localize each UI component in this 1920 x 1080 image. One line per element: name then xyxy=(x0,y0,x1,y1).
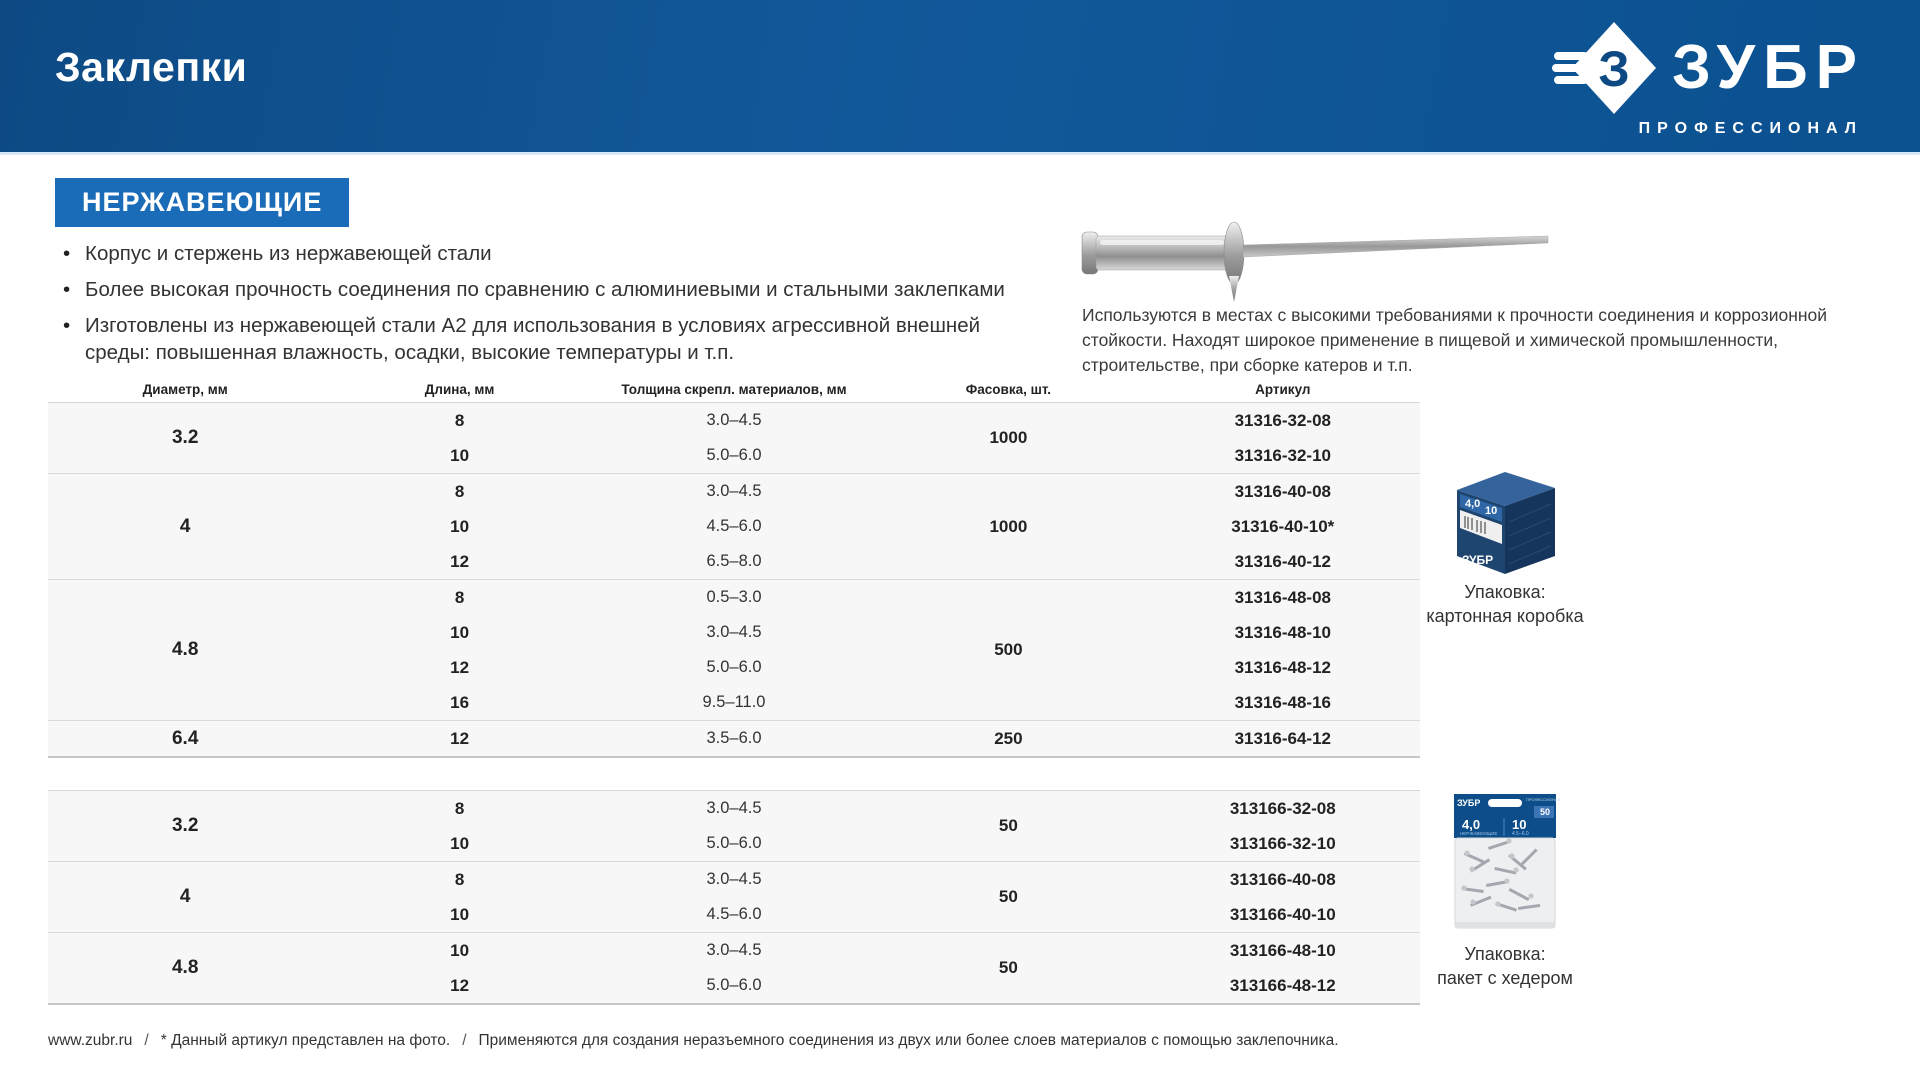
length-cell: 12 xyxy=(450,551,470,571)
zubr-mark-letter: З xyxy=(1598,41,1630,97)
pack-cell: 50 xyxy=(998,887,1018,906)
page-footer xyxy=(48,1032,1648,1050)
table-group xyxy=(48,403,1420,473)
length-cell: 8 xyxy=(454,587,465,607)
bag-type-label: НЕРЖАВЕЮЩИЕ xyxy=(1460,831,1498,836)
article-cell: 31316-48-10 xyxy=(1234,622,1331,642)
feature-item: • Более высокая прочность соединения по сравнению с алюминиевыми и стальными заклепками xyxy=(55,276,1045,303)
pack-cell: 250 xyxy=(994,728,1023,748)
diameter-cell: 4 xyxy=(179,886,191,907)
thickness-cell: 5.0–6.0 xyxy=(706,976,762,994)
article-cell: 313166-40-08 xyxy=(1229,869,1336,889)
brand-tagline: ПРОФЕССИОНАЛ xyxy=(1638,120,1863,137)
box-length-label: 10 xyxy=(1485,505,1498,517)
diameter-cell: 4.8 xyxy=(171,957,199,978)
diameter-cell: 3.2 xyxy=(171,427,199,448)
thickness-cell: 3.0–4.5 xyxy=(706,799,762,817)
table-group xyxy=(48,791,1420,861)
bag-length-label: 10 xyxy=(1512,817,1527,832)
thickness-cell: 3.0–4.5 xyxy=(706,623,762,641)
table-group xyxy=(48,932,1420,1003)
table-group xyxy=(48,473,1420,579)
length-cell: 12 xyxy=(450,728,470,748)
length-cell: 8 xyxy=(454,869,465,889)
article-cell: 313166-48-12 xyxy=(1229,975,1336,995)
column-header: Фасовка, шт. xyxy=(965,381,1052,397)
length-cell: 10 xyxy=(450,833,470,853)
spec-table-box xyxy=(48,376,1420,758)
bag-brand-label: ЗУБР xyxy=(1457,798,1481,808)
carton-box-image xyxy=(1443,462,1567,578)
thickness-cell: 3.0–4.5 xyxy=(706,870,762,888)
table-body xyxy=(48,402,1420,758)
length-cell: 10 xyxy=(450,622,470,642)
column-header: Длина, мм xyxy=(424,381,495,397)
rivet-product-image xyxy=(1080,212,1550,307)
length-cell: 10 xyxy=(450,904,470,924)
spec-table-bag xyxy=(48,790,1420,1005)
article-cell: 31316-40-08 xyxy=(1234,481,1331,501)
table-group xyxy=(48,720,1420,756)
article-cell: 31316-48-08 xyxy=(1234,587,1331,607)
article-cell: 31316-48-12 xyxy=(1234,657,1331,677)
footer-separator: / xyxy=(144,1032,149,1049)
article-cell: 31316-32-08 xyxy=(1234,410,1331,430)
thickness-cell: 5.0–6.0 xyxy=(706,446,762,464)
diameter-cell: 4 xyxy=(179,515,191,537)
article-cell: 313166-48-10 xyxy=(1229,940,1336,960)
column-header: Толщина скрепл. материалов, мм xyxy=(621,381,847,397)
zubr-logo-icon xyxy=(1552,20,1656,116)
site-url-link[interactable]: www.zubr.ru xyxy=(48,1032,133,1049)
footer-separator: / xyxy=(462,1032,467,1049)
box-brand-label: ЗУБР xyxy=(1462,553,1494,567)
feature-list xyxy=(55,240,1045,375)
diameter-cell: 4.8 xyxy=(171,639,199,660)
table-body xyxy=(48,790,1420,1005)
box-diameter-label: 4,0 xyxy=(1465,498,1481,510)
packaging-caption-title: Упаковка: xyxy=(1464,944,1546,964)
brand-logo xyxy=(1552,20,1865,138)
thickness-cell: 3.5–6.0 xyxy=(706,729,762,747)
pack-cell: 1000 xyxy=(989,516,1028,536)
length-cell: 8 xyxy=(454,798,465,818)
thickness-cell: 9.5–11.0 xyxy=(702,693,766,711)
article-cell: 31316-48-16 xyxy=(1234,692,1331,712)
bag-range-label: 4.5–6.0 xyxy=(1512,831,1529,837)
length-cell: 12 xyxy=(450,975,470,995)
length-cell: 10 xyxy=(450,516,470,536)
table-group xyxy=(48,579,1420,720)
article-cell: 31316-32-10 xyxy=(1234,445,1331,465)
thickness-cell: 3.0–4.5 xyxy=(706,411,762,429)
pack-cell: 50 xyxy=(998,958,1018,977)
page-title: Заклепки xyxy=(55,44,248,90)
length-cell: 8 xyxy=(454,410,465,430)
table-header-row xyxy=(48,376,1420,402)
thickness-cell: 4.5–6.0 xyxy=(706,517,762,535)
packaging-caption-type: пакет с хедером xyxy=(1437,968,1573,989)
thickness-cell: 3.0–4.5 xyxy=(706,482,762,500)
thickness-cell: 5.0–6.0 xyxy=(706,658,762,676)
thickness-cell: 3.0–4.5 xyxy=(706,941,762,959)
length-cell: 8 xyxy=(454,481,465,501)
thickness-cell: 4.5–6.0 xyxy=(706,905,762,923)
length-cell: 16 xyxy=(450,692,470,712)
section-badge: НЕРЖАВЕЮЩИЕ xyxy=(55,178,349,227)
bag-qty-label: 50 xyxy=(1540,807,1551,817)
thickness-cell: 6.5–8.0 xyxy=(706,552,762,570)
article-cell: 313166-32-08 xyxy=(1229,798,1336,818)
length-cell: 10 xyxy=(450,445,470,465)
thickness-cell: 5.0–6.0 xyxy=(706,834,762,852)
footer-note-article: * Данный артикул представлен на фото. xyxy=(160,1032,451,1049)
thickness-cell: 0.5–3.0 xyxy=(706,588,762,606)
article-cell: 313166-32-10 xyxy=(1229,833,1336,853)
brand-wordmark: ЗУБР xyxy=(1672,33,1865,102)
packaging-caption xyxy=(1385,942,1625,991)
packaging-caption xyxy=(1385,580,1625,629)
pack-cell: 500 xyxy=(994,640,1023,659)
length-cell: 10 xyxy=(450,940,470,960)
diameter-cell: 6.4 xyxy=(171,727,199,749)
usage-note: Используются в местах с высокими требованиями к прочности соединения и коррозионной стойкости. Находят широкое применение в пищевой и химической промышленности, строительстве, при сборке катеров и т.п. xyxy=(1082,305,1828,375)
header-banner xyxy=(0,0,1920,155)
article-cell: 31316-40-10* xyxy=(1231,516,1335,536)
packaging-caption-title: Упаковка: xyxy=(1464,582,1546,602)
pack-cell: 50 xyxy=(998,816,1018,835)
bag-tagline-label: ПРОФЕССИОНАЛ xyxy=(1526,797,1561,802)
length-cell: 12 xyxy=(450,657,470,677)
article-cell: 31316-64-12 xyxy=(1234,728,1331,748)
column-header: Артикул xyxy=(1255,381,1311,397)
article-cell: 313166-40-10 xyxy=(1229,904,1336,924)
header-bag-image xyxy=(1440,792,1570,938)
column-header: Диаметр, мм xyxy=(142,381,228,397)
feature-item: • Изготовлены из нержавеющей стали А2 для использования в условиях агрессивной внешней среды: повышенная влажность, осадки, высокие температуры и т.п. xyxy=(55,312,1045,366)
article-cell: 31316-40-12 xyxy=(1234,551,1331,571)
pack-cell: 1000 xyxy=(989,428,1028,447)
feature-item: • Корпус и стержень из нержавеющей стали xyxy=(55,240,1045,267)
bag-diameter-label: 4,0 xyxy=(1462,817,1481,832)
diameter-cell: 3.2 xyxy=(171,815,199,836)
footer-note-usage: Применяются для создания неразъемного соединения из двух или более слоев материалов с помощью заклепочника. xyxy=(478,1032,1339,1049)
packaging-caption-type: картонная коробка xyxy=(1426,606,1584,627)
table-group xyxy=(48,861,1420,932)
